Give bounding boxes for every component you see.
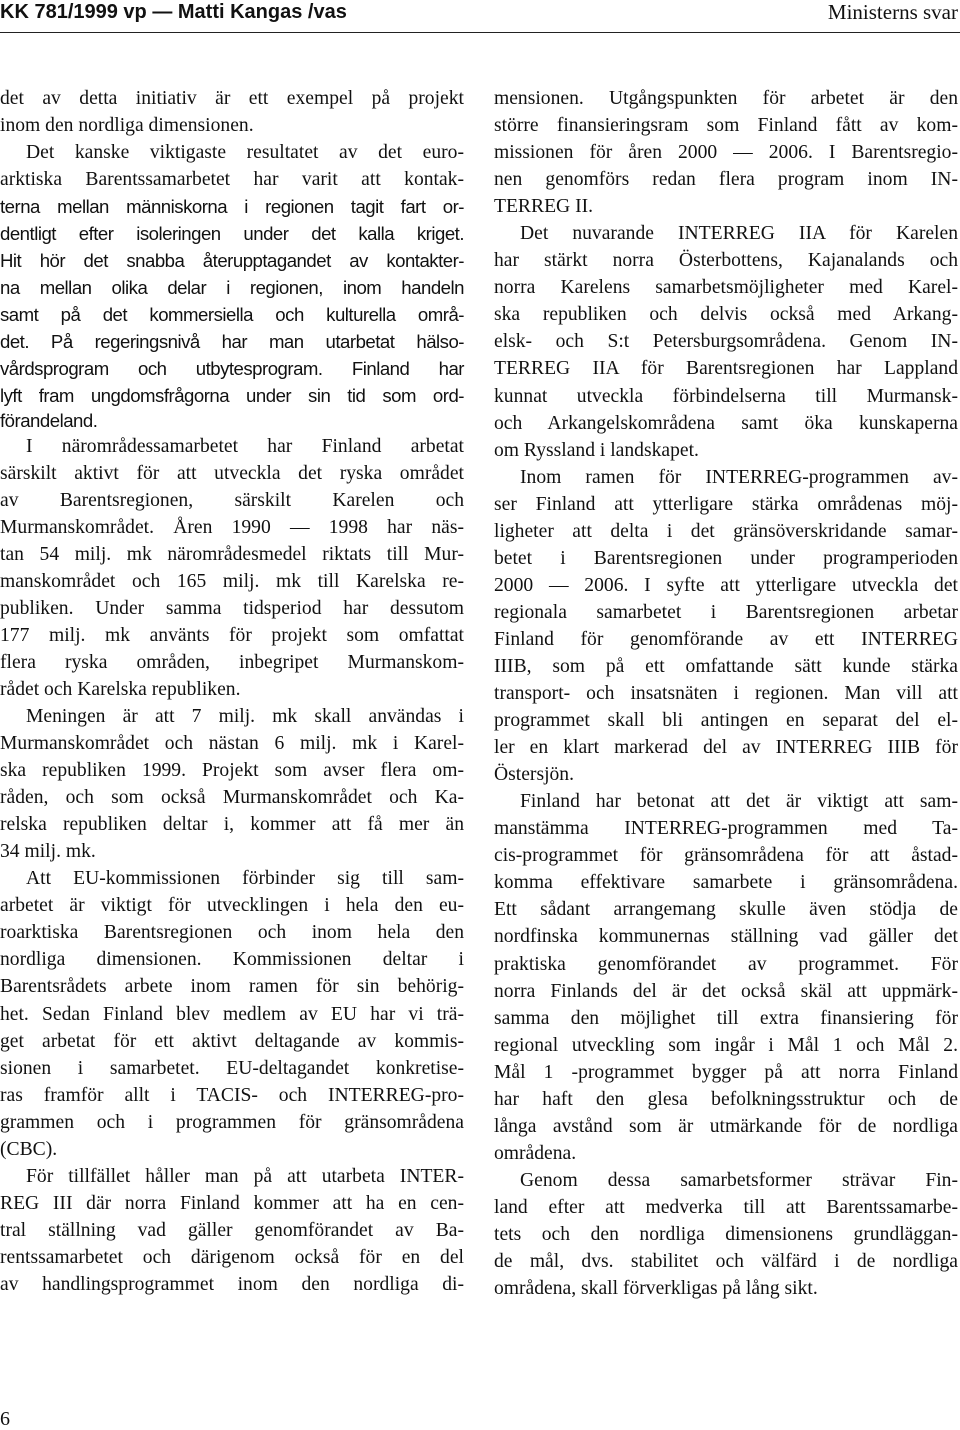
text-line: rådet och Karelska republiken. xyxy=(0,678,241,700)
text-line: samt på det kommersiella och kulturella områ- xyxy=(0,304,464,326)
text-line: kunnat utveckla förbindelserna till Murmansk- xyxy=(494,385,958,407)
text-line: Murmanskområdet. Åren 1990 — 1998 har näs- xyxy=(0,516,464,538)
text-line: vårdsprogram och utbytesprogram. Finland har xyxy=(0,358,464,380)
text-line: områdena, skall förverkligas på lång sikt. xyxy=(494,1278,818,1300)
text-line: ligheter att delta i det gränsöverskridande samar- xyxy=(494,520,958,542)
text-line: betet i Barentsregionen under programperioden xyxy=(494,547,958,569)
text-line: Murmanskområdet och nästan 6 milj. mk i Karel- xyxy=(0,733,464,755)
section-title: Ministerns svar xyxy=(827,0,958,24)
text-line: Det nuvarande INTERREG IIA för Karelen xyxy=(520,223,958,245)
text-line: nordfinska kommunernas ställning vad gäller det xyxy=(494,926,958,948)
text-line: det. På regeringsnivå har man utarbetat hälso- xyxy=(0,331,464,353)
text-line: regional utveckling som ingår i Mål 1 och Mål 2. xyxy=(494,1034,958,1056)
text-line: förandeland. xyxy=(0,409,98,431)
text-line: tets och den nordliga dimensionens grundläggan- xyxy=(494,1223,958,1245)
text-line: roarktiska Barentsregionen och inom hela den xyxy=(0,922,464,944)
text-line: det av detta initiativ är ett exempel på projekt xyxy=(0,88,464,109)
text-line: norra Finlands del är det också skäl att uppmärk- xyxy=(494,980,958,1002)
text-line: get arbetat för ett aktivt deltagande av kommis- xyxy=(0,1030,464,1052)
text-line: de mål, dvs. stabilitet och välfärd i de nordliga xyxy=(494,1251,958,1273)
text-line: I närområdessamarbetet har Finland arbetat xyxy=(26,435,464,457)
text-line: na mellan olika delar i regionen, inom handeln xyxy=(0,277,464,299)
text-line: av Barentsregionen, särskilt Karelen och xyxy=(0,489,464,511)
text-line: Meningen är att 7 milj. mk skall användas i xyxy=(26,705,464,727)
text-line: nordliga dimensionen. Kommissionen deltar i xyxy=(0,949,464,971)
text-line: regionala samarbetet i Barentsregionen arbetar xyxy=(494,601,958,623)
text-line: har stärkt norra Österbottens, Kajanalands och xyxy=(494,250,958,272)
text-line: lyft fram ungdomsfrågorna under sin tid som ord- xyxy=(0,384,464,406)
text-line: land efter att medverka till att Barentssamarbe- xyxy=(494,1196,958,1218)
text-line: Att EU-kommissionen förbinder sig till sam- xyxy=(26,868,464,890)
text-line: långa avstånd som är utmärkande för de nordliga xyxy=(494,1115,958,1137)
text-line: flera ryska områden, inbegripet Murmanskom- xyxy=(0,651,464,673)
page-number: 6 xyxy=(0,1408,10,1430)
text-line: komma effektivare samarbete i gränsområdena. xyxy=(494,872,958,894)
text-line: områdena. xyxy=(494,1142,577,1164)
text-line: Det kanske viktigaste resultatet av det euro- xyxy=(26,142,464,164)
text-column-right xyxy=(494,85,958,1302)
text-line: mensionen. Utgångspunkten för arbetet är den xyxy=(494,88,958,109)
text-line: cis-programmet för gränsområdena för att åstad- xyxy=(494,845,958,867)
text-line: ska republiken 1999. Projekt som avser flera om- xyxy=(0,760,464,782)
text-line: ras framför allt i TACIS- och INTERREG-pro- xyxy=(0,1084,464,1106)
text-line: nen genomförs redan flera program inom IN- xyxy=(494,169,958,191)
text-line: sionen i samarbetet. EU-deltagandet konkretise- xyxy=(0,1057,464,1079)
text-line: manskområdet och 165 milj. mk till Karelska re- xyxy=(0,570,464,592)
text-line: tan 54 milj. mk närområdesmedel riktats till Mur- xyxy=(0,543,464,565)
text-line: arktiska Barentssamarbetet har varit att kontak- xyxy=(0,169,464,191)
text-line: programmet skall bli antingen en separat del el- xyxy=(494,710,958,732)
text-line: arbetet är viktigt för utvecklingen i hela den eu- xyxy=(0,895,464,917)
text-line: transport- och insatsnäten i regionen. Man vill att xyxy=(494,683,958,705)
text-line: TERREG IIA för Barentsregionen har Lappland xyxy=(494,358,958,380)
text-line: Hit hör det snabba återupptagandet av kontakter- xyxy=(0,250,464,272)
text-line: 2000 — 2006. I syfte att ytterligare utveckla det xyxy=(494,574,958,596)
text-line: rentssamarbetet och därigenom också för en del xyxy=(0,1246,464,1268)
text-line: 177 milj. mk använts för projekt som omfattat xyxy=(0,624,464,646)
text-line: dentligt efter isoleringen under det kalla kriget. xyxy=(0,223,464,245)
text-line: ska republiken och delvis också med Arkang- xyxy=(494,304,958,326)
header-divider xyxy=(0,32,960,33)
text-line: råden, och som också Murmanskområdet och Ka- xyxy=(0,787,464,809)
text-line: har haft den glesa befolkningsstruktur och de xyxy=(494,1088,958,1110)
text-line: För tillfället håller man på att utarbeta INTER- xyxy=(26,1165,464,1187)
text-line: missionen för åren 2000 — 2006. I Barentsregio- xyxy=(494,142,958,164)
document-reference: KK 781/1999 vp — Matti Kangas /vas xyxy=(0,1,347,23)
text-line: om Ryssland i landskapet. xyxy=(494,439,699,461)
text-line: Finland har betonat att det är viktigt att sam- xyxy=(520,791,958,813)
text-line: het. Sedan Finland blev medlem av EU har vi trä- xyxy=(0,1003,464,1025)
text-line: Finland för genomförande av ett INTERREG xyxy=(494,628,958,650)
text-line: ler en klart markerad del av INTERREG IIIB för xyxy=(494,737,958,759)
text-line: samma den möjlighet till extra finansiering för xyxy=(494,1007,958,1029)
text-line: 34 milj. mk. xyxy=(0,841,96,863)
text-line: av handlingsprogrammet inom den nordliga di- xyxy=(0,1273,464,1295)
text-line: och Arkangelskområdena samt öka kunskaperna xyxy=(494,412,958,434)
text-line: Mål 1 -programmet bygger på att norra Finland xyxy=(494,1061,958,1083)
text-line: REG III där norra Finland kommer att ha en cen- xyxy=(0,1192,464,1214)
text-line: Inom ramen för INTERREG-programmen av- xyxy=(520,466,958,488)
text-line: (CBC). xyxy=(0,1138,58,1160)
text-line: praktiska genomförandet av programmet. För xyxy=(494,953,958,975)
text-line: ser Finland att ytterligare stärka områdenas möj- xyxy=(494,493,958,515)
text-line: Ett sådant arrangemang skulle även stödja de xyxy=(494,899,958,921)
page-header xyxy=(0,0,960,40)
text-line: Barentsrådets arbete inom ramen för sin behörig- xyxy=(0,976,464,998)
text-line: Genom dessa samarbetsformer strävar Fin- xyxy=(520,1169,958,1191)
text-line: grammen och i programmen för gränsområdena xyxy=(0,1111,464,1133)
text-line: publiken. Under samma tidsperiod har dessutom xyxy=(0,597,464,619)
text-line: terna mellan människorna i regionen tagit fart or- xyxy=(0,196,464,218)
text-line: elsk- och S:t Petersburgsområdena. Genom IN- xyxy=(494,331,958,353)
text-line: Östersjön. xyxy=(494,764,575,786)
text-line: TERREG II. xyxy=(494,196,594,218)
text-line: inom den nordliga dimensionen. xyxy=(0,115,254,137)
text-line: särskilt aktivt för att utveckla det ryska området xyxy=(0,462,464,484)
text-line: relska republiken deltar i, kommer att få mer än xyxy=(0,814,464,836)
text-line: större finansieringsram som Finland fått av kom- xyxy=(494,115,958,137)
text-line: tral ställning vad gäller genomförandet av Ba- xyxy=(0,1219,464,1241)
text-line: manstämma INTERREG-programmen med Ta- xyxy=(494,818,958,840)
text-line: norra Karelens samarbetsmöjligheter med Karel- xyxy=(494,277,958,299)
text-line: IIIB, som på ett omfattande sätt kunde stärka xyxy=(494,655,958,677)
text-column-left xyxy=(0,85,464,1298)
